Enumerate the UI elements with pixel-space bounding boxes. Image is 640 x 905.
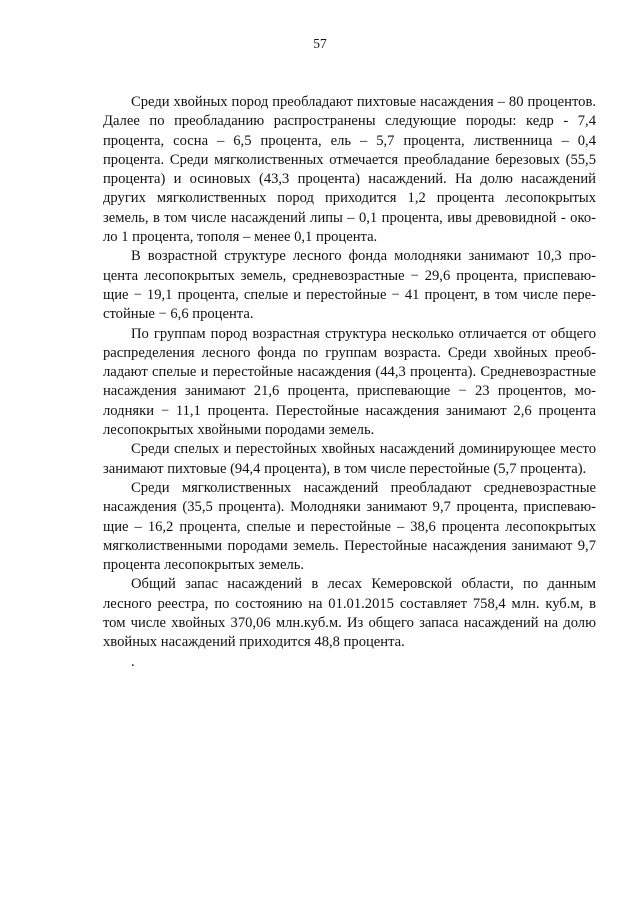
trailing-dot: .	[131, 653, 135, 670]
paragraph-total-stock: Общий запас насаждений в лесах Кемеровской области, по данным лесного реестра, по состоянию на 01.01.2015 составляет 758,4 млн. куб.м, в том числе хвойных 370,06 млн.куб.м. Из общего запаса насаждений на долю хвойных насаждений приходится 48,8 процента.	[103, 576, 596, 651]
paragraph-age-by-species-group: По группам пород возрастная структура несколько отличается от общего распределения лесного фонда по группам возраста. Среди хвойных преобладают спелые и перестойные насаждения (44,3 процента). Средневозрастные насаждения занимают 21,6 процента, приспевающие − 23 процентов, молодняки − 11,1 процента. Перестойные насаждения занимают 2,6 процента лесопокрытых хвойными породами земель.	[103, 325, 596, 439]
page-number: 57	[313, 36, 327, 51]
document-body	[103, 93, 596, 672]
paragraph-softwood-stands: Среди мягколиственных насаждений преобладают средневозрастные насаждения (35,5 процента). Молодняки занимают 9,7 процента, приспевающие – 16,2 процента, спелые и перестойные – 38,6 процента лесопокрытых мягколиственными породами земель. Перестойные насаждения занимают 9,7 процента лесопокрытых земель.	[103, 479, 596, 574]
paragraph-conifer-composition: Среди хвойных пород преобладают пихтовые насаждения – 80 процентов. Далее по преобладанию распространены следующие породы: кедр - 7,4 процента, сосна – 6,5 процента, ель – 5,7 процента, лиственница – 0,4 процента. Среди мягколиственных отмечается преобладание березовых (55,5 процента) и осиновых (43,3 процента) насаждений. На долю насаждений других мягколиственных пород приходится 1,2 процента лесопокрытых земель, в том числе насаждений липы – 0,1 процента, ивы древовидной - около 1 процента, тополя – менее 0,1 процента.	[103, 94, 596, 246]
paragraph-mature-conifers: Среди спелых и перестойных хвойных насаждений доминирующее место занимают пихтовые (94,4 процента), в том числе перестойные (5,7 процента).	[103, 441, 596, 477]
paragraph-age-structure: В возрастной структуре лесного фонда молодняки занимают 10,3 процента лесопокрытых земель, средневозрастные − 29,6 процента, приспевающие − 19,1 процента, спелые и перестойные − 41 процент, в том числе перестойные − 6,6 процента.	[103, 248, 596, 323]
